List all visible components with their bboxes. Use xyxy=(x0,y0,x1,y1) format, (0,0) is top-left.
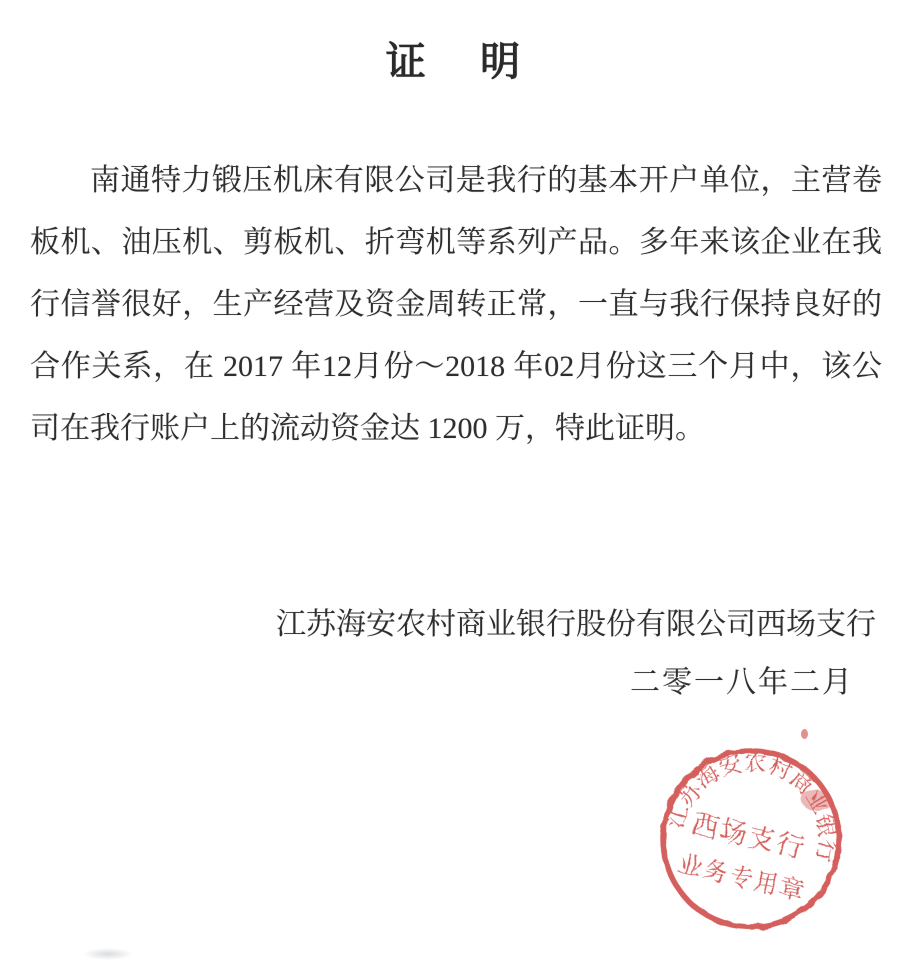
seal-purpose-text: 业务专用章 xyxy=(675,851,809,907)
seal-arc-char: 农 xyxy=(743,750,768,777)
seal-arc-char: 银 xyxy=(811,812,841,840)
body-paragraph xyxy=(30,150,882,460)
bank-seal-graphic xyxy=(641,729,861,949)
seal-arc-char: 商 xyxy=(784,765,819,800)
seal-arc-char: 村 xyxy=(764,752,796,785)
issue-date: 二零一八年二月 xyxy=(630,666,854,699)
seal-arc-char: 苏 xyxy=(672,777,707,811)
seal-arc-char: 业 xyxy=(800,785,834,819)
seal-arc-char: 海 xyxy=(691,759,725,794)
body-line-2: 板机、油压机、剪板机、折弯机等系列产品。多年来该企业在我 xyxy=(30,226,882,259)
document-title: 证 明 xyxy=(385,39,528,84)
seal-arc-char: 行 xyxy=(811,837,841,865)
body-line-1: 南通特力锻压机床有限公司是我行的基本开户单位，主营卷 xyxy=(90,164,882,197)
seal-arc-char: 江 xyxy=(663,802,694,832)
body-line-4: 合作关系，在 2017 年12月份～2018 年02月份这三个月中，该公 xyxy=(30,350,882,383)
bank-seal xyxy=(641,729,861,949)
seal-ink-speck xyxy=(801,729,808,739)
body-line-3: 行信誉很好，生产经营及资金周转正常，一直与我行保持良好的 xyxy=(30,288,882,321)
seal-arc-char: 安 xyxy=(715,750,745,781)
issuer-signature: 江苏海安农村商业银行股份有限公司西场支行 xyxy=(276,608,876,641)
scan-smudge xyxy=(82,948,134,960)
body-line-5: 司在我行账户上的流动资金达 1200 万，特此证明。 xyxy=(30,412,705,445)
seal-branch-text: 西场支行 xyxy=(688,808,809,865)
